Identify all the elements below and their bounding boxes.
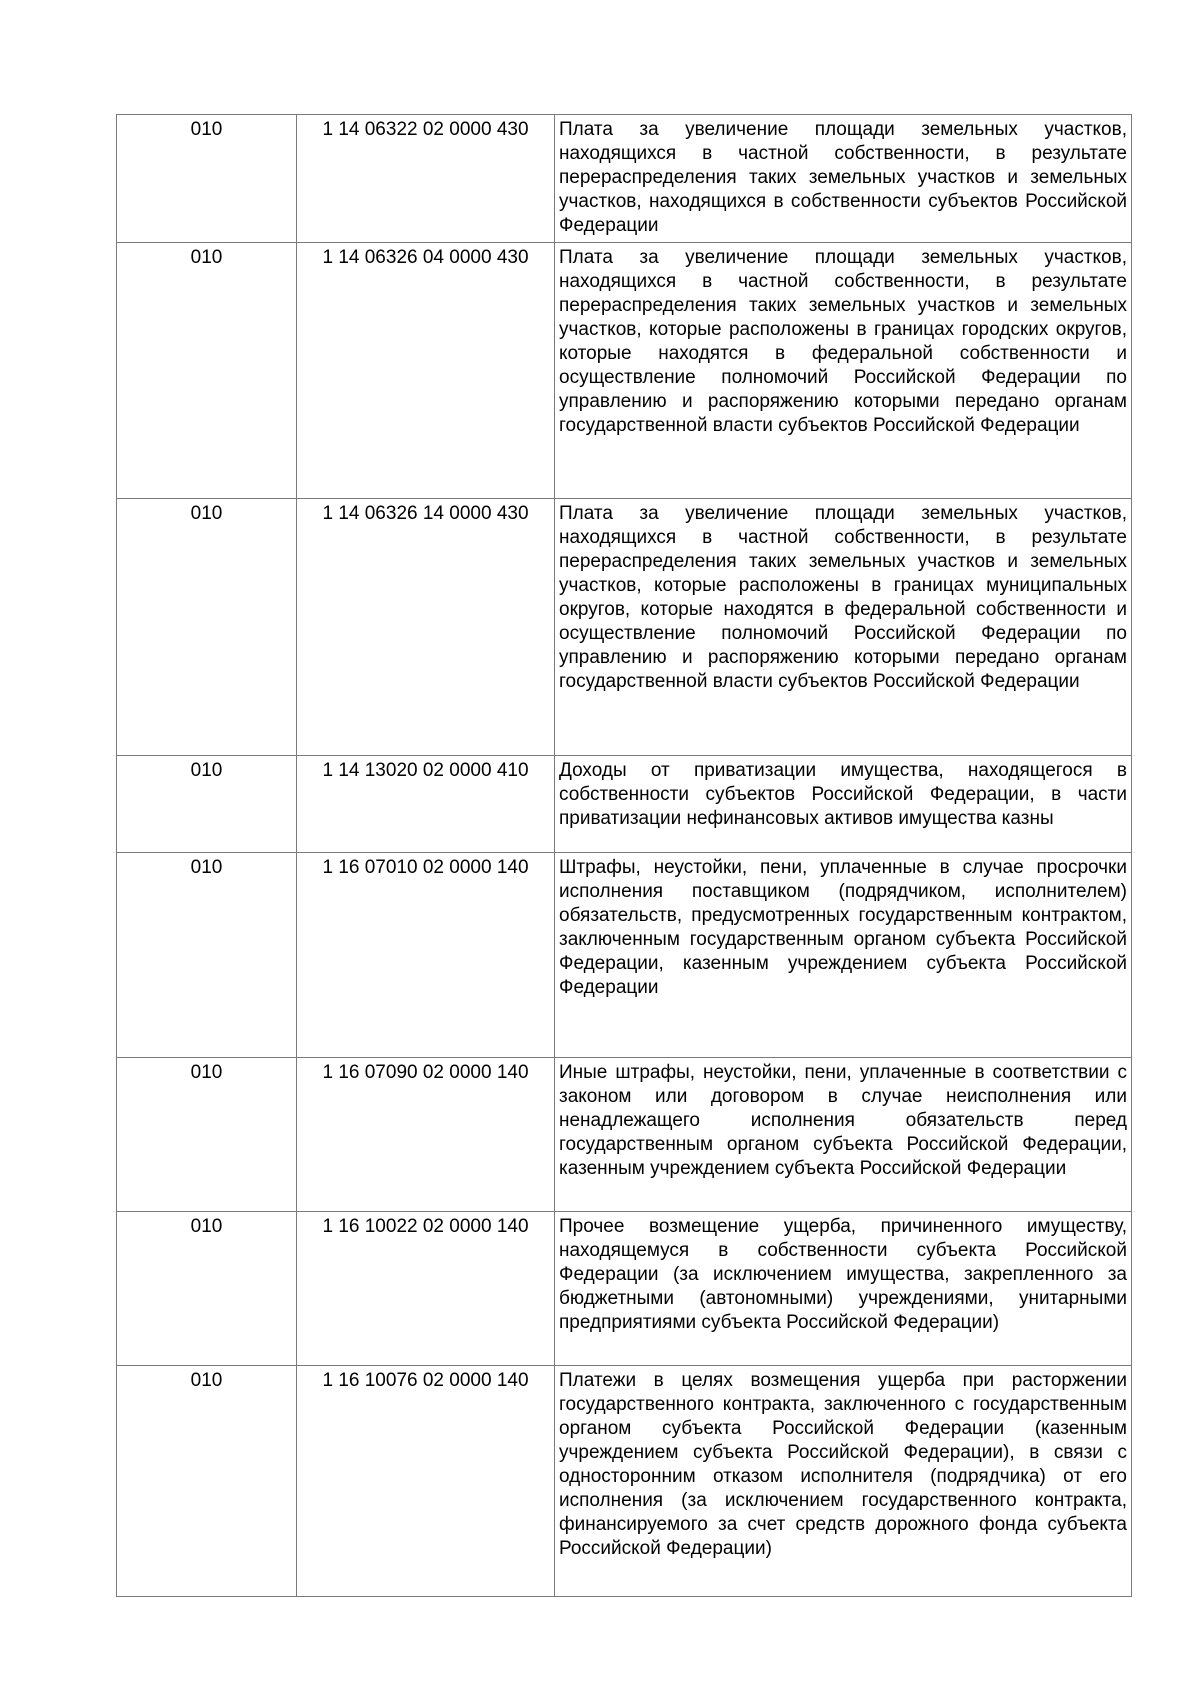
revenue-codes-table bbox=[116, 114, 1132, 1597]
revenue-code-cell: 1 16 07010 02 0000 140 bbox=[297, 853, 555, 1058]
admin-code-cell: 010 bbox=[117, 243, 297, 499]
revenue-name-cell: Плата за увеличение площади земельных участков, находящихся в частной собственности, в результате перераспределения таких земельных участков и земельных участков, которые расположены в границах городских округов, которые находятся в федеральной собственности и осуществление полномочий Российской Федерации по управлению и распоряжению которыми передано органам государственной власти субъектов Российской Федерации bbox=[555, 243, 1132, 499]
admin-code-cell: 010 bbox=[117, 853, 297, 1058]
revenue-name-cell: Плата за увеличение площади земельных участков, находящихся в частной собственности, в результате перераспределения таких земельных участков и земельных участков, находящихся в собственности субъектов Российской Федерации bbox=[555, 115, 1132, 243]
revenue-name-cell: Иные штрафы, неустойки, пени, уплаченные в соответствии с законом или договором в случае неисполнения или ненадлежащего исполнения обязательств перед государственным органом субъекта Российской Федерации, казенным учреждением субъекта Российской Федерации bbox=[555, 1058, 1132, 1212]
revenue-code-cell: 1 14 06322 02 0000 430 bbox=[297, 115, 555, 243]
table-row bbox=[117, 243, 1132, 499]
revenue-code-cell: 1 16 07090 02 0000 140 bbox=[297, 1058, 555, 1212]
table-row bbox=[117, 1212, 1132, 1366]
admin-code-cell: 010 bbox=[117, 115, 297, 243]
table-row bbox=[117, 1058, 1132, 1212]
revenue-name-cell: Доходы от приватизации имущества, находящегося в собственности субъектов Российской Федерации, в части приватизации нефинансовых активов имущества казны bbox=[555, 756, 1132, 853]
admin-code-cell: 010 bbox=[117, 499, 297, 756]
revenue-name-cell: Штрафы, неустойки, пени, уплаченные в случае просрочки исполнения поставщиком (подрядчиком, исполнителем) обязательств, предусмотренных государственным контрактом, заключенным государственным органом субъекта Российской Федерации, казенным учреждением субъекта Российской Федерации bbox=[555, 853, 1132, 1058]
revenue-name-cell: Плата за увеличение площади земельных участков, находящихся в частной собственности, в результате перераспределения таких земельных участков и земельных участков, которые расположены в границах муниципальных округов, которые находятся в федеральной собственности и осуществление полномочий Российской Федерации по управлению и распоряжению которыми передано органам государственной власти субъектов Российской Федерации bbox=[555, 499, 1132, 756]
revenue-code-cell: 1 14 13020 02 0000 410 bbox=[297, 756, 555, 853]
revenue-code-cell: 1 14 06326 04 0000 430 bbox=[297, 243, 555, 499]
table-row bbox=[117, 1366, 1132, 1597]
table-row bbox=[117, 115, 1132, 243]
revenue-code-cell: 1 14 06326 14 0000 430 bbox=[297, 499, 555, 756]
revenue-code-cell: 1 16 10022 02 0000 140 bbox=[297, 1212, 555, 1366]
table-row bbox=[117, 499, 1132, 756]
revenue-name-cell: Прочее возмещение ущерба, причиненного имуществу, находящемуся в собственности субъекта Российской Федерации (за исключением имущества, закрепленного за бюджетными (автономными) учреждениями, унитарными предприятиями субъекта Российской Федерации) bbox=[555, 1212, 1132, 1366]
admin-code-cell: 010 bbox=[117, 756, 297, 853]
admin-code-cell: 010 bbox=[117, 1366, 297, 1597]
table-row bbox=[117, 756, 1132, 853]
admin-code-cell: 010 bbox=[117, 1058, 297, 1212]
revenue-name-cell: Платежи в целях возмещения ущерба при расторжении государственного контракта, заключенного с государственным органом субъекта Российской Федерации (казенным учреждением субъекта Российской Федерации), в связи с односторонним отказом исполнителя (подрядчика) от его исполнения (за исключением государственного контракта, финансируемого за счет средств дорожного фонда субъекта Российской Федерации) bbox=[555, 1366, 1132, 1597]
table-row bbox=[117, 853, 1132, 1058]
revenue-code-cell: 1 16 10076 02 0000 140 bbox=[297, 1366, 555, 1597]
admin-code-cell: 010 bbox=[117, 1212, 297, 1366]
